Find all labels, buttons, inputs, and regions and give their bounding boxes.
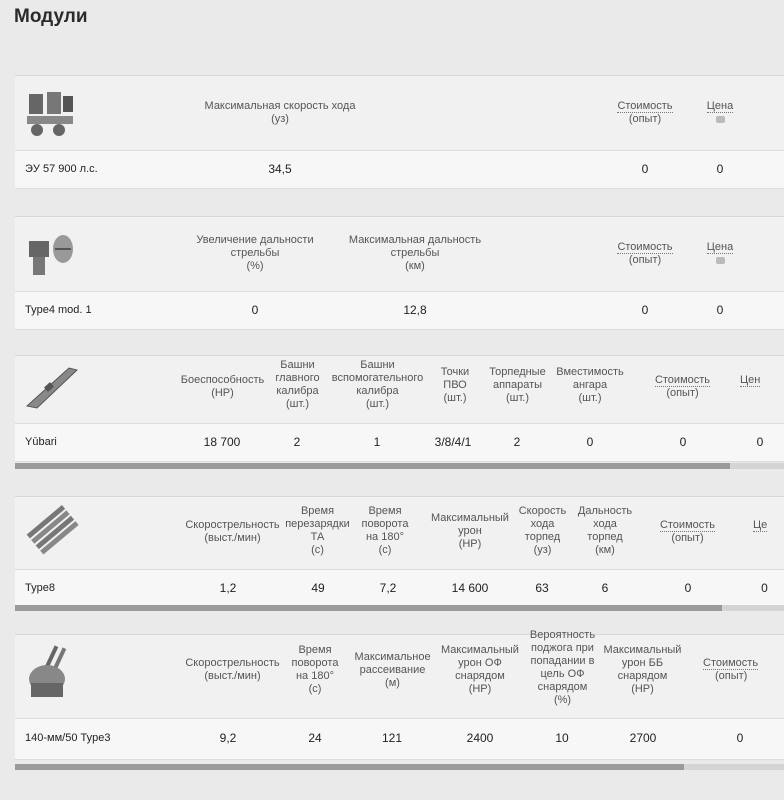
- cost-label[interactable]: Стоимость: [703, 657, 759, 669]
- main-battery-scrollbar[interactable]: [15, 764, 784, 770]
- table-row: [15, 150, 784, 189]
- max-range-header: Максимальная дальность стрельбы (км): [348, 234, 482, 272]
- price-label[interactable]: Цена: [706, 241, 734, 253]
- engine-module-block: [15, 75, 784, 188]
- engine-icon: [23, 86, 79, 142]
- dispersion-value: 121: [381, 731, 403, 745]
- price-label[interactable]: Це: [753, 519, 768, 531]
- cost-value: 0: [679, 435, 687, 449]
- torp-range-header: Дальность хода торпед (км): [577, 505, 633, 556]
- rof-header: Скорострельность (выст./мин): [185, 519, 280, 544]
- torp-cost-header[interactable]: [650, 519, 725, 545]
- cost-value: 0: [684, 581, 692, 595]
- hull-cost-header[interactable]: [645, 374, 720, 400]
- table-row: [15, 718, 784, 760]
- table-row: [15, 423, 784, 462]
- range-increase-header: Увеличение дальности стрельбы (%): [196, 234, 314, 272]
- hull-scrollbar[interactable]: [15, 463, 784, 469]
- price-label[interactable]: Цен: [740, 374, 761, 386]
- aa-value: 3/8/4/1: [434, 435, 472, 449]
- range-increase-value: 0: [251, 303, 259, 317]
- coin-icon: [716, 257, 725, 264]
- reload-header: Время перезарядки ТА (с): [285, 505, 350, 556]
- cost-label[interactable]: Стоимость: [654, 374, 711, 386]
- scroll-thumb[interactable]: [15, 463, 730, 469]
- torpedo-module-block: [15, 496, 784, 611]
- engine-header: [15, 75, 784, 151]
- turret-icon: [23, 641, 79, 703]
- rof-header: Скорострельность (выст./мин): [185, 657, 280, 682]
- scroll-thumb[interactable]: [15, 764, 684, 770]
- fire-control-module-block: [15, 216, 784, 330]
- rangefinder-icon: [23, 227, 79, 283]
- hull-module-block: [15, 355, 784, 470]
- fire-control-header: [15, 216, 784, 292]
- max-damage-header: Максимальный урон (HP): [431, 512, 509, 550]
- secondary-turrets-header: Башни вспомогательного калибра (шт.): [331, 359, 424, 410]
- page-title: Модули: [14, 6, 88, 27]
- max-range-value: 12,8: [403, 303, 427, 317]
- module-name: Yūbari: [25, 436, 57, 448]
- torpedo-tubes-header: Торпедные аппараты (шт.): [489, 366, 546, 404]
- cost-label[interactable]: Стоимость: [617, 241, 673, 253]
- main-turrets-header: Башни главного калибра (шт.): [275, 359, 320, 410]
- hangar-header: Вместимость ангара (шт.): [556, 366, 624, 404]
- cost-unit: (опыт): [628, 113, 662, 125]
- engine-price-header[interactable]: [695, 100, 745, 126]
- hangar-value: 0: [586, 435, 594, 449]
- torp-range-value: 6: [601, 581, 609, 595]
- cost-label[interactable]: Стоимость: [617, 100, 673, 112]
- dispersion-header: Максимальное рассеивание (м): [354, 651, 431, 689]
- hp-header: Боеспособность (HP): [180, 374, 265, 399]
- price-value: 0: [756, 435, 764, 449]
- price-value: 0: [716, 303, 724, 317]
- module-name: Type4 mod. 1: [25, 304, 92, 316]
- cost-value: 0: [641, 303, 649, 317]
- traverse-header: Время поворота на 180° (с): [361, 505, 409, 556]
- traverse-value: 7,2: [379, 581, 397, 595]
- torpedo-icon: [23, 503, 81, 555]
- mb-cost-header[interactable]: [703, 657, 784, 683]
- aa-header: Точки ПВО (шт.): [440, 366, 470, 404]
- cost-unit: (опыт): [666, 387, 699, 399]
- rof-value: 1,2: [219, 581, 237, 595]
- hull-price-header[interactable]: [740, 374, 784, 387]
- cost-value: 0: [736, 731, 744, 745]
- traverse-value: 24: [308, 731, 322, 745]
- fc-cost-header[interactable]: [605, 241, 685, 267]
- torpedo-scrollbar[interactable]: [15, 605, 784, 611]
- main-turrets-value: 2: [293, 435, 301, 449]
- he-damage-header: Максимальный урон ОФ снарядом (HP): [441, 644, 519, 695]
- fire-chance-header: Вероятность поджога при попадании в цель ОФ снарядом (%): [529, 629, 596, 706]
- max-damage-value: 14 600: [451, 581, 489, 595]
- cost-value: 0: [641, 162, 649, 176]
- table-row: [15, 569, 784, 608]
- torp-price-header[interactable]: [753, 519, 784, 532]
- ap-damage-value: 2700: [629, 731, 657, 745]
- main-battery-module-block: [15, 629, 784, 774]
- he-damage-value: 2400: [466, 731, 494, 745]
- engine-speed-header: Максимальная скорость хода (уз): [204, 100, 356, 125]
- table-row: [15, 291, 784, 330]
- main-battery-header: [15, 629, 784, 719]
- price-value: 0: [761, 581, 768, 595]
- cost-unit: (опыт): [715, 670, 748, 682]
- secondary-turrets-value: 1: [373, 435, 381, 449]
- ap-damage-header: Максимальный урон ББ снарядом (HP): [603, 644, 682, 695]
- module-name: Type8: [25, 582, 55, 594]
- scroll-thumb[interactable]: [15, 605, 722, 611]
- torp-speed-header: Скорость хода торпед (уз): [518, 505, 567, 556]
- cost-unit: (опыт): [628, 254, 662, 266]
- price-label[interactable]: Цена: [706, 100, 734, 112]
- price-value: 0: [716, 162, 724, 176]
- fc-price-header[interactable]: [695, 241, 745, 267]
- engine-cost-header[interactable]: [605, 100, 685, 126]
- hp-value: 18 700: [203, 435, 241, 449]
- reload-value: 49: [311, 581, 325, 595]
- module-name: ЭУ 57 900 л.с.: [25, 163, 98, 175]
- hull-header: [15, 355, 784, 424]
- torpedo-header: [15, 496, 784, 570]
- speed-value: 34,5: [268, 162, 292, 176]
- cost-label[interactable]: Стоимость: [659, 519, 716, 531]
- coin-icon: [716, 116, 725, 123]
- rof-value: 9,2: [219, 731, 237, 745]
- hull-icon: [23, 362, 81, 412]
- traverse-header: Время поворота на 180° (с): [291, 644, 339, 695]
- cost-unit: (опыт): [671, 532, 704, 544]
- torpedo-tubes-value: 2: [513, 435, 521, 449]
- module-name: 140-мм/50 Type3: [25, 732, 111, 744]
- torp-speed-value: 63: [535, 581, 549, 595]
- fire-chance-value: 10: [555, 731, 569, 745]
